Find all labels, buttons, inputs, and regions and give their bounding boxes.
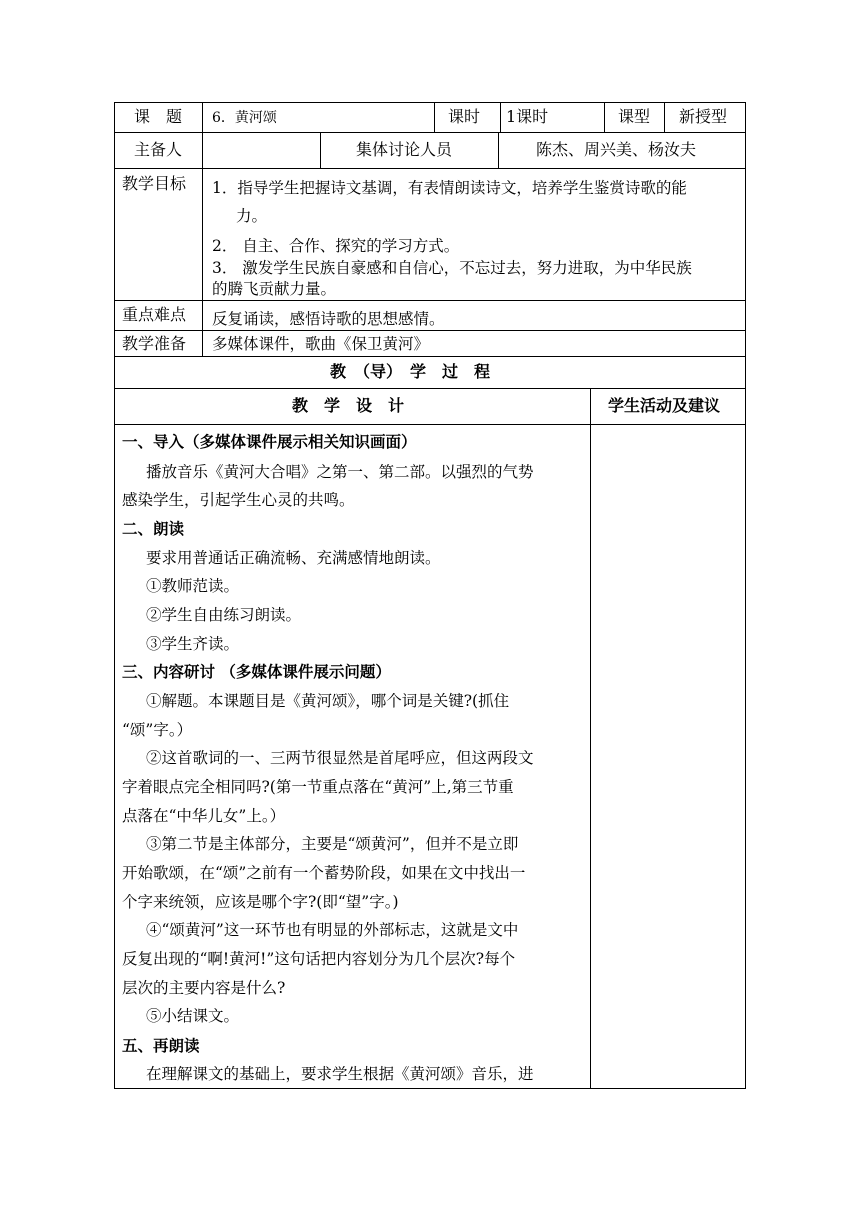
body-line: 在理解课文的基础上，要求学生根据《黄河颂》音乐，进 xyxy=(146,1065,534,1083)
goal-line: 力。 xyxy=(236,207,268,225)
body-line: 点落在“中华儿女”上。） xyxy=(122,807,286,825)
design-header: 教 学 设 计 xyxy=(292,396,405,415)
row-divider-6 xyxy=(114,388,746,389)
body-line: ②这首歌词的一、三两节很显然是首尾呼应，但这两段文 xyxy=(146,749,534,767)
table-border-right xyxy=(745,102,746,1089)
col-divider xyxy=(664,102,665,132)
body-line: 播放音乐《黄河大合唱》之第一、第二部。以强烈的气势 xyxy=(146,463,534,481)
type-value: 新授型 xyxy=(679,107,728,126)
table-border-top xyxy=(114,102,746,103)
section-heading: 五、再朗读 xyxy=(122,1037,200,1055)
col-divider xyxy=(590,388,591,1088)
preparer-label: 主备人 xyxy=(134,140,183,159)
row-divider-1 xyxy=(114,132,746,133)
body-line: ③第二节是主体部分，主要是“颂黄河”，但并不是立即 xyxy=(146,835,519,853)
body-line: ②学生自由练习朗读。 xyxy=(146,606,302,624)
topic-value: 6．黄河颂 xyxy=(212,110,277,126)
goal-line: 3． 激发学生民族自豪感和自信心，不忘过去，努力进取，为中华民族 xyxy=(212,259,692,277)
row-divider-3 xyxy=(114,300,746,301)
body-line: 反复出现的“啊!黄河!”这句话把内容划分为几个层次?每个 xyxy=(122,950,516,968)
body-line: 要求用普通话正确流畅、充满感情地朗读。 xyxy=(146,549,441,567)
body-line: ①解题。本课题目是《黄河颂》，哪个词是关键?(抓住 xyxy=(146,692,510,710)
hours-value: 1课时 xyxy=(506,107,549,126)
col-divider xyxy=(604,102,605,132)
body-line: ①教师范读。 xyxy=(146,577,240,595)
section-heading: 一、导入（多媒体课件展示相关知识画面） xyxy=(122,433,417,451)
body-line: 字着眼点完全相同吗?(第一节重点落在“黄河”上,第三节重 xyxy=(122,778,514,796)
goals-label: 教学目标 xyxy=(122,174,187,193)
type-label: 课型 xyxy=(618,107,651,126)
body-line: ③学生齐读。 xyxy=(146,635,240,653)
discussants-label: 集体讨论人员 xyxy=(356,140,453,159)
col-divider xyxy=(202,102,203,356)
table-border-left xyxy=(114,102,115,1089)
row-divider-7 xyxy=(114,424,746,425)
topic-label: 课 题 xyxy=(134,107,183,126)
col-divider xyxy=(498,132,499,168)
key-points-value: 反复诵读，感悟诗歌的思想感情。 xyxy=(212,310,445,328)
body-line: 层次的主要内容是什么? xyxy=(122,979,286,997)
section-heading: 三、内容研讨 （多媒体课件展示问题） xyxy=(122,663,391,681)
row-divider-5 xyxy=(114,356,746,357)
hours-label: 课时 xyxy=(448,107,481,126)
body-line: 感染学生，引起学生心灵的共鸣。 xyxy=(122,491,355,509)
key-points-label: 重点难点 xyxy=(122,305,187,324)
col-divider xyxy=(500,102,501,132)
col-divider xyxy=(434,102,435,132)
row-divider-4 xyxy=(114,330,746,331)
body-line: 开始歌颂，在“颂”之前有一个蓄势阶段，如果在文中找出一 xyxy=(122,864,526,882)
body-line: ④“颂黄河”这一环节也有明显的外部标志，这就是文中 xyxy=(146,921,519,939)
goal-line: 的腾飞贡献力量。 xyxy=(212,280,337,298)
process-title: 教 （导） 学 过 程 xyxy=(330,362,491,381)
goal-line: 2． 自主、合作、探究的学习方式。 xyxy=(212,237,460,255)
body-line: ⑤小结课文。 xyxy=(146,1007,240,1025)
goal-line: 1．指导学生把握诗文基调，有表情朗读诗文，培养学生鉴赏诗歌的能 xyxy=(212,179,687,197)
section-heading: 二、朗读 xyxy=(122,520,185,538)
preparation-label: 教学准备 xyxy=(122,334,187,353)
activity-header: 学生活动及建议 xyxy=(608,396,721,415)
row-divider-2 xyxy=(114,168,746,169)
discussants-value: 陈杰、周兴美、杨汝夫 xyxy=(536,140,697,159)
body-line: “颂”字。） xyxy=(122,721,193,739)
body-line: 个字来统领，应该是哪个字?(即“望”字。) xyxy=(122,893,399,911)
col-divider xyxy=(320,132,321,168)
table-border-bottom xyxy=(114,1088,746,1089)
preparation-value: 多媒体课件，歌曲《保卫黄河》 xyxy=(212,335,430,353)
